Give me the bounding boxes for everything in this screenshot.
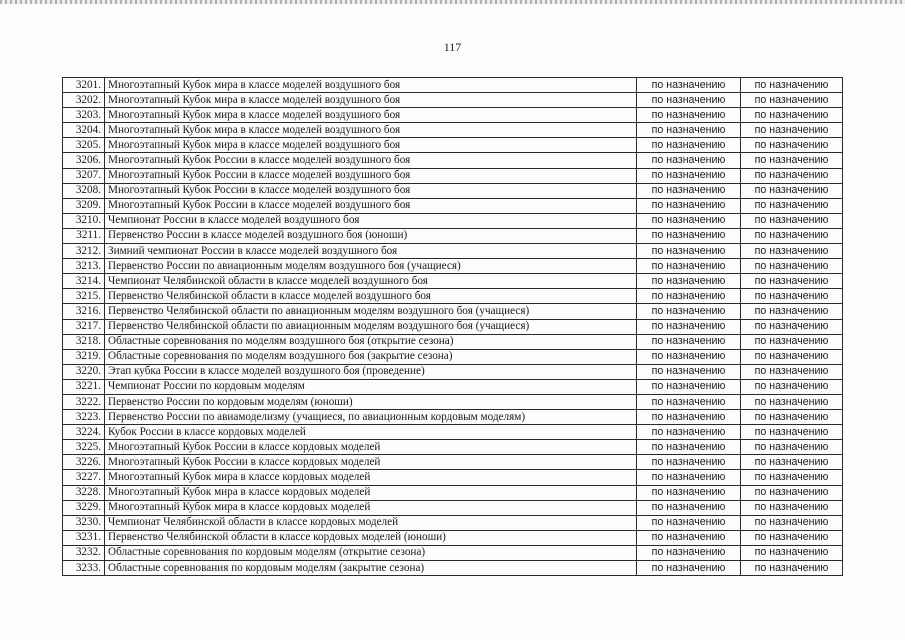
table-row bbox=[63, 485, 843, 500]
assignment-cell-a: по назначению bbox=[637, 274, 741, 289]
assignment-cell-b: по назначению bbox=[741, 244, 843, 259]
event-name-cell: Областные соревнования по моделям воздушного боя (закрытие сезона) bbox=[105, 349, 637, 364]
table-row bbox=[63, 440, 843, 455]
assignment-cell-b: по назначению bbox=[741, 425, 843, 440]
row-number-cell: 3220. bbox=[63, 364, 105, 379]
table-row bbox=[63, 153, 843, 168]
assignment-cell-b: по назначению bbox=[741, 500, 843, 515]
assignment-cell-b: по назначению bbox=[741, 304, 843, 319]
table-row bbox=[63, 319, 843, 334]
assignment-cell-a: по назначению bbox=[637, 364, 741, 379]
row-number-cell: 3231. bbox=[63, 530, 105, 545]
assignment-cell-a: по назначению bbox=[637, 379, 741, 394]
event-name-cell: Многоэтапный Кубок мира в классе моделей воздушного боя bbox=[105, 93, 637, 108]
table-row bbox=[63, 168, 843, 183]
assignment-cell-a: по назначению bbox=[637, 289, 741, 304]
event-name-cell: Многоэтапный Кубок мира в классе кордовых моделей bbox=[105, 485, 637, 500]
events-table bbox=[62, 77, 843, 576]
row-number-cell: 3230. bbox=[63, 515, 105, 530]
event-name-cell: Первенство России по авиамоделизму (учащиеся, по авиационным кордовым моделям) bbox=[105, 410, 637, 425]
event-name-cell: Многоэтапный Кубок России в классе кордовых моделей bbox=[105, 455, 637, 470]
table-row bbox=[63, 470, 843, 485]
row-number-cell: 3201. bbox=[63, 78, 105, 93]
event-name-cell: Чемпионат России по кордовым моделям bbox=[105, 379, 637, 394]
table-row bbox=[63, 259, 843, 274]
assignment-cell-a: по назначению bbox=[637, 78, 741, 93]
row-number-cell: 3203. bbox=[63, 108, 105, 123]
assignment-cell-b: по назначению bbox=[741, 213, 843, 228]
assignment-cell-b: по назначению bbox=[741, 168, 843, 183]
row-number-cell: 3226. bbox=[63, 455, 105, 470]
table-row bbox=[63, 108, 843, 123]
assignment-cell-a: по назначению bbox=[637, 168, 741, 183]
assignment-cell-b: по назначению bbox=[741, 364, 843, 379]
assignment-cell-b: по назначению bbox=[741, 515, 843, 530]
assignment-cell-a: по назначению bbox=[637, 515, 741, 530]
assignment-cell-a: по назначению bbox=[637, 545, 741, 560]
assignment-cell-b: по назначению bbox=[741, 334, 843, 349]
table-row bbox=[63, 213, 843, 228]
table-row bbox=[63, 379, 843, 394]
row-number-cell: 3222. bbox=[63, 394, 105, 409]
table-row bbox=[63, 289, 843, 304]
table-row bbox=[63, 274, 843, 289]
table-row bbox=[63, 515, 843, 530]
table-row bbox=[63, 410, 843, 425]
row-number-cell: 3219. bbox=[63, 349, 105, 364]
event-name-cell: Чемпионат Челябинской области в классе кордовых моделей bbox=[105, 515, 637, 530]
event-name-cell: Первенство России по кордовым моделям (юноши) bbox=[105, 394, 637, 409]
event-name-cell: Этап кубка России в классе моделей воздушного боя (проведение) bbox=[105, 364, 637, 379]
assignment-cell-b: по назначению bbox=[741, 349, 843, 364]
assignment-cell-a: по назначению bbox=[637, 108, 741, 123]
assignment-cell-a: по назначению bbox=[637, 93, 741, 108]
assignment-cell-b: по назначению bbox=[741, 379, 843, 394]
row-number-cell: 3204. bbox=[63, 123, 105, 138]
event-name-cell: Первенство России по авиационным моделям воздушного боя (учащиеся) bbox=[105, 259, 637, 274]
table-row bbox=[63, 78, 843, 93]
assignment-cell-b: по назначению bbox=[741, 530, 843, 545]
assignment-cell-b: по назначению bbox=[741, 78, 843, 93]
assignment-cell-a: по назначению bbox=[637, 455, 741, 470]
table-row bbox=[63, 334, 843, 349]
assignment-cell-b: по назначению bbox=[741, 123, 843, 138]
assignment-cell-a: по назначению bbox=[637, 153, 741, 168]
table-row bbox=[63, 304, 843, 319]
assignment-cell-a: по назначению bbox=[637, 213, 741, 228]
table-row bbox=[63, 364, 843, 379]
assignment-cell-b: по назначению bbox=[741, 545, 843, 560]
assignment-cell-a: по назначению bbox=[637, 410, 741, 425]
assignment-cell-a: по назначению bbox=[637, 304, 741, 319]
event-name-cell: Чемпионат Челябинской области в классе моделей воздушного боя bbox=[105, 274, 637, 289]
event-name-cell: Многоэтапный Кубок мира в классе кордовых моделей bbox=[105, 470, 637, 485]
row-number-cell: 3227. bbox=[63, 470, 105, 485]
assignment-cell-a: по назначению bbox=[637, 259, 741, 274]
event-name-cell: Многоэтапный Кубок мира в классе моделей воздушного боя bbox=[105, 108, 637, 123]
assignment-cell-b: по назначению bbox=[741, 183, 843, 198]
assignment-cell-b: по назначению bbox=[741, 138, 843, 153]
assignment-cell-b: по назначению bbox=[741, 485, 843, 500]
event-name-cell: Многоэтапный Кубок мира в классе моделей воздушного боя bbox=[105, 138, 637, 153]
row-number-cell: 3202. bbox=[63, 93, 105, 108]
row-number-cell: 3225. bbox=[63, 440, 105, 455]
assignment-cell-a: по назначению bbox=[637, 500, 741, 515]
row-number-cell: 3205. bbox=[63, 138, 105, 153]
event-name-cell: Многоэтапный Кубок России в классе кордовых моделей bbox=[105, 440, 637, 455]
table-row bbox=[63, 394, 843, 409]
assignment-cell-b: по назначению bbox=[741, 440, 843, 455]
event-name-cell: Областные соревнования по кордовым моделям (открытие сезона) bbox=[105, 545, 637, 560]
assignment-cell-a: по назначению bbox=[637, 198, 741, 213]
table-row bbox=[63, 455, 843, 470]
event-name-cell: Первенство Челябинской области по авиационным моделям воздушного боя (учащиеся) bbox=[105, 319, 637, 334]
assignment-cell-a: по назначению bbox=[637, 425, 741, 440]
row-number-cell: 3209. bbox=[63, 198, 105, 213]
event-name-cell: Чемпионат России в классе моделей воздушного боя bbox=[105, 213, 637, 228]
event-name-cell: Зимний чемпионат России в классе моделей воздушного боя bbox=[105, 244, 637, 259]
table-row bbox=[63, 228, 843, 243]
assignment-cell-a: по назначению bbox=[637, 440, 741, 455]
table-row bbox=[63, 500, 843, 515]
assignment-cell-a: по назначению bbox=[637, 138, 741, 153]
row-number-cell: 3208. bbox=[63, 183, 105, 198]
event-name-cell: Первенство России в классе моделей воздушного боя (юноши) bbox=[105, 228, 637, 243]
table-row bbox=[63, 138, 843, 153]
table-row bbox=[63, 425, 843, 440]
row-number-cell: 3211. bbox=[63, 228, 105, 243]
assignment-cell-a: по назначению bbox=[637, 123, 741, 138]
assignment-cell-b: по назначению bbox=[741, 455, 843, 470]
assignment-cell-b: по назначению bbox=[741, 319, 843, 334]
page-number: 117 bbox=[443, 40, 462, 54]
event-name-cell: Первенство Челябинской области в классе моделей воздушного боя bbox=[105, 289, 637, 304]
assignment-cell-b: по назначению bbox=[741, 198, 843, 213]
assignment-cell-a: по назначению bbox=[637, 561, 741, 576]
row-number-cell: 3228. bbox=[63, 485, 105, 500]
row-number-cell: 3223. bbox=[63, 410, 105, 425]
assignment-cell-a: по назначению bbox=[637, 470, 741, 485]
scan-top-edge bbox=[0, 0, 905, 4]
event-name-cell: Областные соревнования по моделям воздушного боя (открытие сезона) bbox=[105, 334, 637, 349]
row-number-cell: 3214. bbox=[63, 274, 105, 289]
assignment-cell-b: по назначению bbox=[741, 93, 843, 108]
event-name-cell: Кубок России в классе кордовых моделей bbox=[105, 425, 637, 440]
event-name-cell: Многоэтапный Кубок мира в классе кордовых моделей bbox=[105, 500, 637, 515]
assignment-cell-b: по назначению bbox=[741, 228, 843, 243]
event-name-cell: Первенство Челябинской области по авиационным моделям воздушного боя (учащиеся) bbox=[105, 304, 637, 319]
assignment-cell-b: по назначению bbox=[741, 153, 843, 168]
event-name-cell: Областные соревнования по кордовым моделям (закрытие сезона) bbox=[105, 561, 637, 576]
assignment-cell-b: по назначению bbox=[741, 561, 843, 576]
row-number-cell: 3232. bbox=[63, 545, 105, 560]
assignment-cell-a: по назначению bbox=[637, 183, 741, 198]
event-name-cell: Многоэтапный Кубок России в классе моделей воздушного боя bbox=[105, 183, 637, 198]
table-row bbox=[63, 349, 843, 364]
assignment-cell-a: по назначению bbox=[637, 349, 741, 364]
table-row bbox=[63, 93, 843, 108]
row-number-cell: 3229. bbox=[63, 500, 105, 515]
row-number-cell: 3224. bbox=[63, 425, 105, 440]
assignment-cell-a: по назначению bbox=[637, 334, 741, 349]
row-number-cell: 3207. bbox=[63, 168, 105, 183]
row-number-cell: 3215. bbox=[63, 289, 105, 304]
row-number-cell: 3206. bbox=[63, 153, 105, 168]
row-number-cell: 3213. bbox=[63, 259, 105, 274]
assignment-cell-b: по назначению bbox=[741, 470, 843, 485]
table-row bbox=[63, 244, 843, 259]
event-name-cell: Многоэтапный Кубок мира в классе моделей воздушного боя bbox=[105, 78, 637, 93]
assignment-cell-a: по назначению bbox=[637, 228, 741, 243]
assignment-cell-a: по назначению bbox=[637, 394, 741, 409]
row-number-cell: 3221. bbox=[63, 379, 105, 394]
row-number-cell: 3233. bbox=[63, 561, 105, 576]
event-name-cell: Многоэтапный Кубок России в классе моделей воздушного боя bbox=[105, 168, 637, 183]
table-row bbox=[63, 545, 843, 560]
assignment-cell-b: по назначению bbox=[741, 394, 843, 409]
event-name-cell: Многоэтапный Кубок мира в классе моделей воздушного боя bbox=[105, 123, 637, 138]
table-row bbox=[63, 561, 843, 576]
table-row bbox=[63, 198, 843, 213]
table-row bbox=[63, 530, 843, 545]
event-name-cell: Многоэтапный Кубок России в классе моделей воздушного боя bbox=[105, 198, 637, 213]
assignment-cell-a: по назначению bbox=[637, 319, 741, 334]
assignment-cell-b: по назначению bbox=[741, 259, 843, 274]
assignment-cell-b: по назначению bbox=[741, 289, 843, 304]
row-number-cell: 3210. bbox=[63, 213, 105, 228]
assignment-cell-b: по назначению bbox=[741, 108, 843, 123]
assignment-cell-b: по назначению bbox=[741, 410, 843, 425]
assignment-cell-a: по назначению bbox=[637, 485, 741, 500]
table-row bbox=[63, 123, 843, 138]
events-table-body bbox=[63, 78, 843, 576]
row-number-cell: 3218. bbox=[63, 334, 105, 349]
assignment-cell-a: по назначению bbox=[637, 244, 741, 259]
assignment-cell-b: по назначению bbox=[741, 274, 843, 289]
row-number-cell: 3216. bbox=[63, 304, 105, 319]
assignment-cell-a: по назначению bbox=[637, 530, 741, 545]
table-row bbox=[63, 183, 843, 198]
event-name-cell: Многоэтапный Кубок России в классе моделей воздушного боя bbox=[105, 153, 637, 168]
event-name-cell: Первенство Челябинской области в классе кордовых моделей (юноши) bbox=[105, 530, 637, 545]
row-number-cell: 3212. bbox=[63, 244, 105, 259]
row-number-cell: 3217. bbox=[63, 319, 105, 334]
